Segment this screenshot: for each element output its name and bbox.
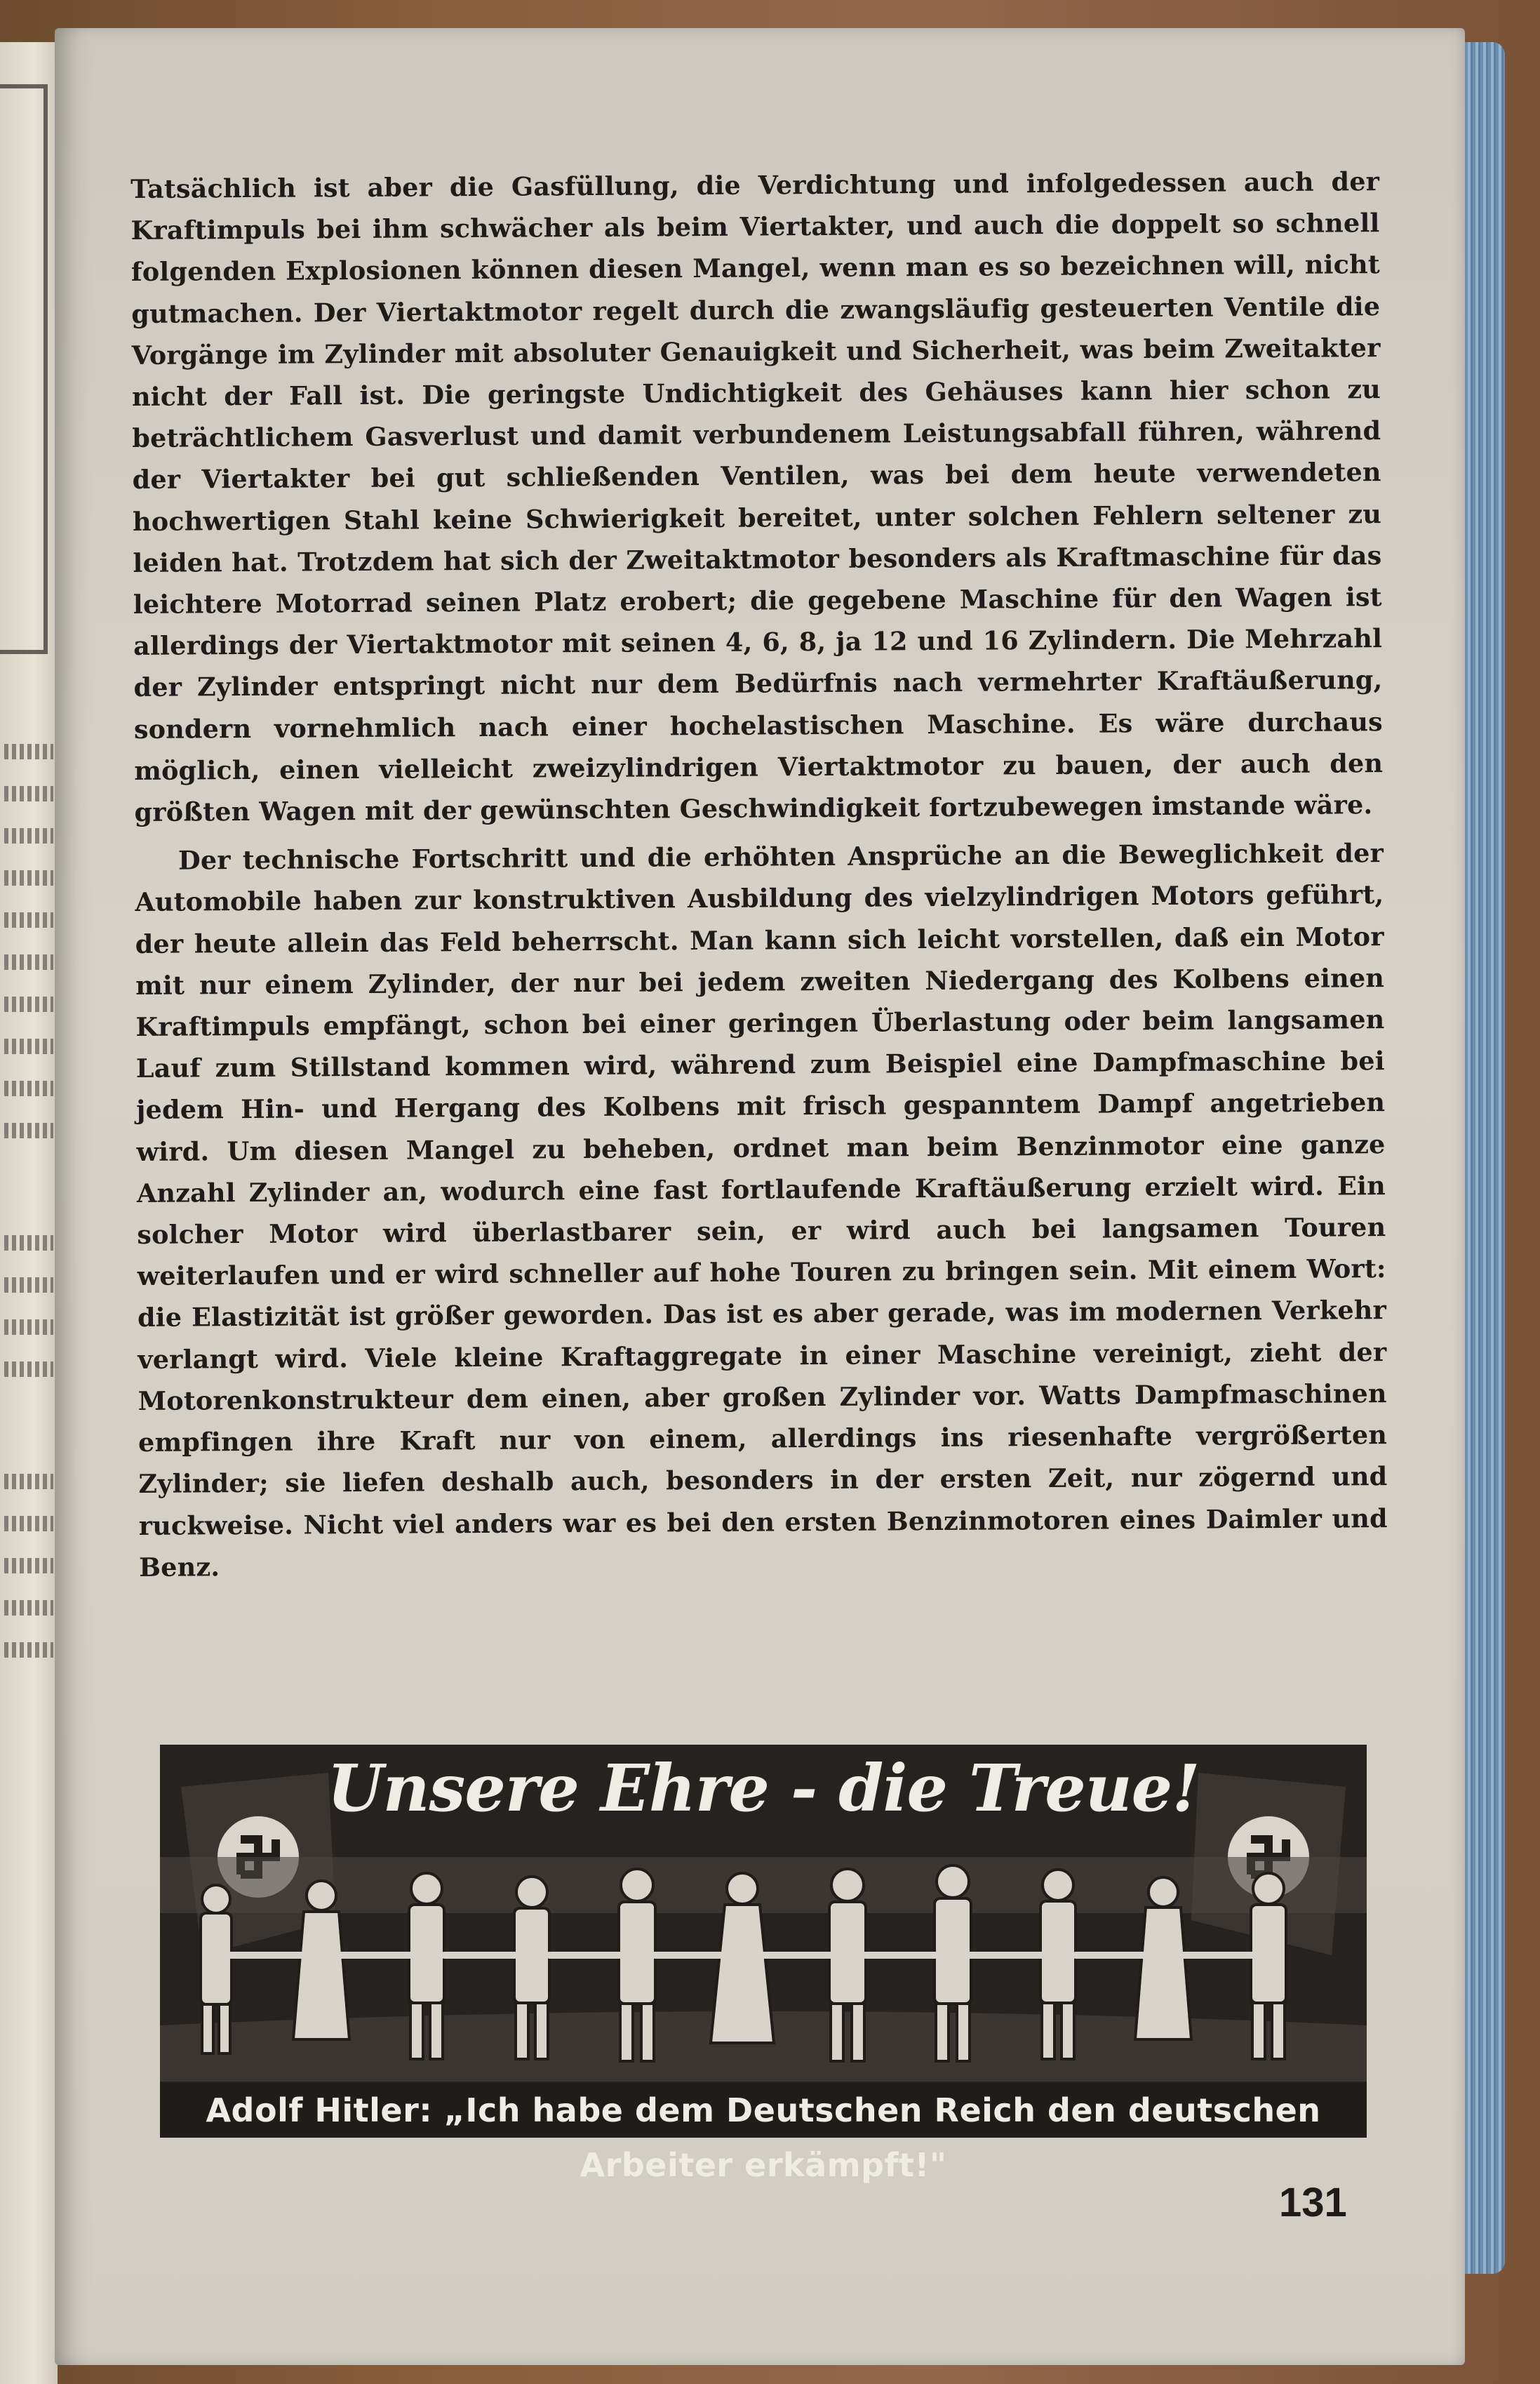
facing-page-edge bbox=[0, 42, 58, 2384]
paragraph-1: Tatsächlich ist aber die Gasfüllung, die Verdichtung und infolgedessen auch der Kraftimpuls bei ihm schwächer als beim Viertakter, und auch die doppelt so schnell folgenden Explosionen können diesen Mangel, wenn man es so bezeichnen will, nicht gutmachen. Der Viertaktmotor regelt durch die zwangsläufig gesteuerten Ventile die Vorgänge im Zylinder mit absoluter Genauigkeit und Sicherheit, was beim Zweitakter nicht der Fall ist. Die geringste Undichtigkeit des Gehäuses kann hier schon zu beträchtlichem Gasverlust und damit verbundenem Leistungsabfall führen, während der Viertakter bei gut schließenden Ventilen, was bei dem heute verwendeten hochwertigen Stahl keine Schwierigkeit bereitet, unter solchen Fehlern seltener zu leiden hat. Trotzdem hat sich der Zweitaktmotor besonders als Kraftmaschine für das leichtere Motorrad seinen Platz erobert; die gegebene Maschine für den Wagen ist allerdings der Viertaktmotor mit seinen 4, 6, 8, ja 12 und 16 Zylindern. Die Mehrzahl der Zylinder entspringt nicht nur dem Bedürfnis nach vermehrter Kraftäußerung, sondern vornehmlich nach einer hochelastischen Maschine. Es wäre durchaus möglich, einen vielleicht zweizylindrigen Viertaktmotor zu bauen, der auch den größten Wagen mit der gewünschten Geschwindigkeit fortzubewegen imstande wäre. bbox=[130, 166, 1384, 828]
banner-caption: Adolf Hitler: „Ich habe dem Deutschen Reich den deutschen Arbeiter erkämpft!" bbox=[160, 2083, 1367, 2138]
page-number: 131 bbox=[1279, 2180, 1347, 2225]
propaganda-banner bbox=[160, 1745, 1367, 2184]
banner-title: Unsere Ehre - die Treue! bbox=[327, 1750, 1200, 1826]
body-text bbox=[130, 161, 1388, 1588]
paragraph-2: Der technische Fortschritt und die erhöhten Ansprüche an die Beweglichkeit der Automobile haben zur konstruktiven Ausbildung des vielzylindrigen Motors geführt, der heute allein das Feld beherrscht. Man kann sich leicht vorstellen, daß ein Motor mit nur einem Zylinder, der nur bei jedem zweiten Niedergang des Kolbens einen Kraftimpuls empfängt, schon bei einer geringen Überlastung oder beim langsamen Lauf zum Stillstand kommen wird, während zum Beispiel eine Dampfmaschine bei jedem Hin- und Hergang des Kolbens mit frisch gespanntem Dampf angetrieben wird. Um diesen Mangel zu beheben, ordnet man beim Benzinmotor eine ganze Anzahl Zylinder an, wodurch eine fast fortlaufende Kraftäußerung erzielt wird. Ein solcher Motor wird überlastbarer sein, er wird auch bei langsamen Touren weiterlaufen und er wird schneller auf hohe Touren zu bringen sein. Mit einem Wort: die Elastizität ist größer geworden. Das ist es aber gerade, was im modernen Verkehr verlangt wird. Viele kleine Kraftaggregate in einer Maschine vereinigt, zieht der Motorenkonstrukteur dem einen, aber großen Zylinder vor. Watts Dampfmaschinen empfingen ihre Kraft nur von einem, allerdings ins riesenhafte vergrößerten Zylinder; sie liefen deshalb auch, besonders in der ersten Zeit, nur zögernd und ruckweise. Nicht viel anders war es bei den ersten Benzinmotoren eines Daimler und Benz. bbox=[135, 838, 1388, 1583]
book-page bbox=[55, 28, 1465, 2365]
facing-page-frame bbox=[0, 84, 48, 654]
